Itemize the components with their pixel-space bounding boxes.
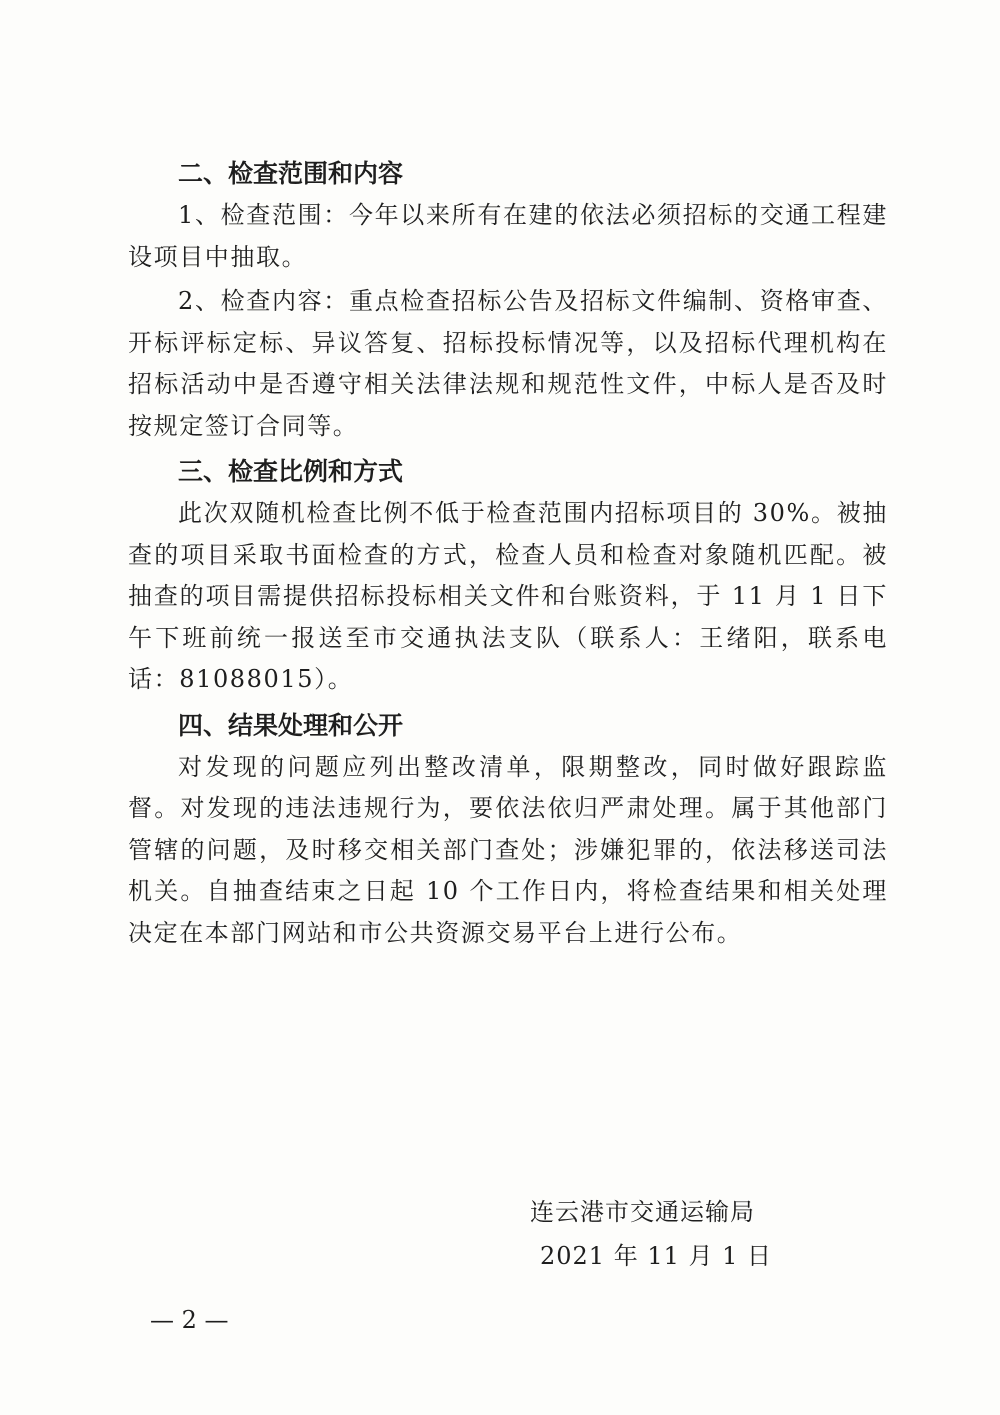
paragraph: 1、检查范围：今年以来所有在建的依法必须招标的交通工程建设项目中抽取。 bbox=[128, 201, 888, 271]
document-body bbox=[128, 152, 888, 954]
signature-block bbox=[530, 1190, 830, 1278]
section-heading: 三、检查比例和方式 bbox=[178, 457, 404, 486]
issuing-organization: 连云港市交通运输局 bbox=[530, 1198, 755, 1226]
section-heading: 四、结果处理和公开 bbox=[178, 710, 404, 740]
paragraph: 对发现的问题应列出整改清单，限期整改，同时做好跟踪监督。对发现的违法违规行为，要依法依归严肃处理。属于其他部门管辖的问题，及时移交相关部门查处；涉嫌犯罪的，依法移送司法机关。自抽查结束之日起 10 个工作日内，将检查结果和相关处理决定在本部门网站和市公共资源交易平台上进行公布。 bbox=[128, 752, 888, 947]
section-ratio-method bbox=[128, 450, 888, 701]
page-number: — 2 — bbox=[150, 1306, 229, 1334]
issue-date: 2021 年 11 月 1 日 bbox=[540, 1242, 773, 1270]
paragraph: 2、检查内容：重点检查招标公告及招标文件编制、资格审查、开标评标定标、异议答复、招标投标情况等，以及招标代理机构在招标活动中是否遵守相关法律法规和规范性文件，中标人是否及时按规定签订合同等。 bbox=[128, 287, 888, 440]
section-heading: 二、检查范围和内容 bbox=[178, 159, 404, 188]
section-results bbox=[128, 704, 888, 955]
section-scope bbox=[128, 152, 888, 447]
paragraph: 此次双随机检查比例不低于检查范围内招标项目的 30%。被抽查的项目采取书面检查的方式，检查人员和检查对象随机匹配。被抽查的项目需提供招标投标相关文件和台账资料，于 11 月 1 日下午下班前统一报送至市交通执法支队（联系人：王绪阳，联系电话：81088015）。 bbox=[128, 499, 888, 693]
